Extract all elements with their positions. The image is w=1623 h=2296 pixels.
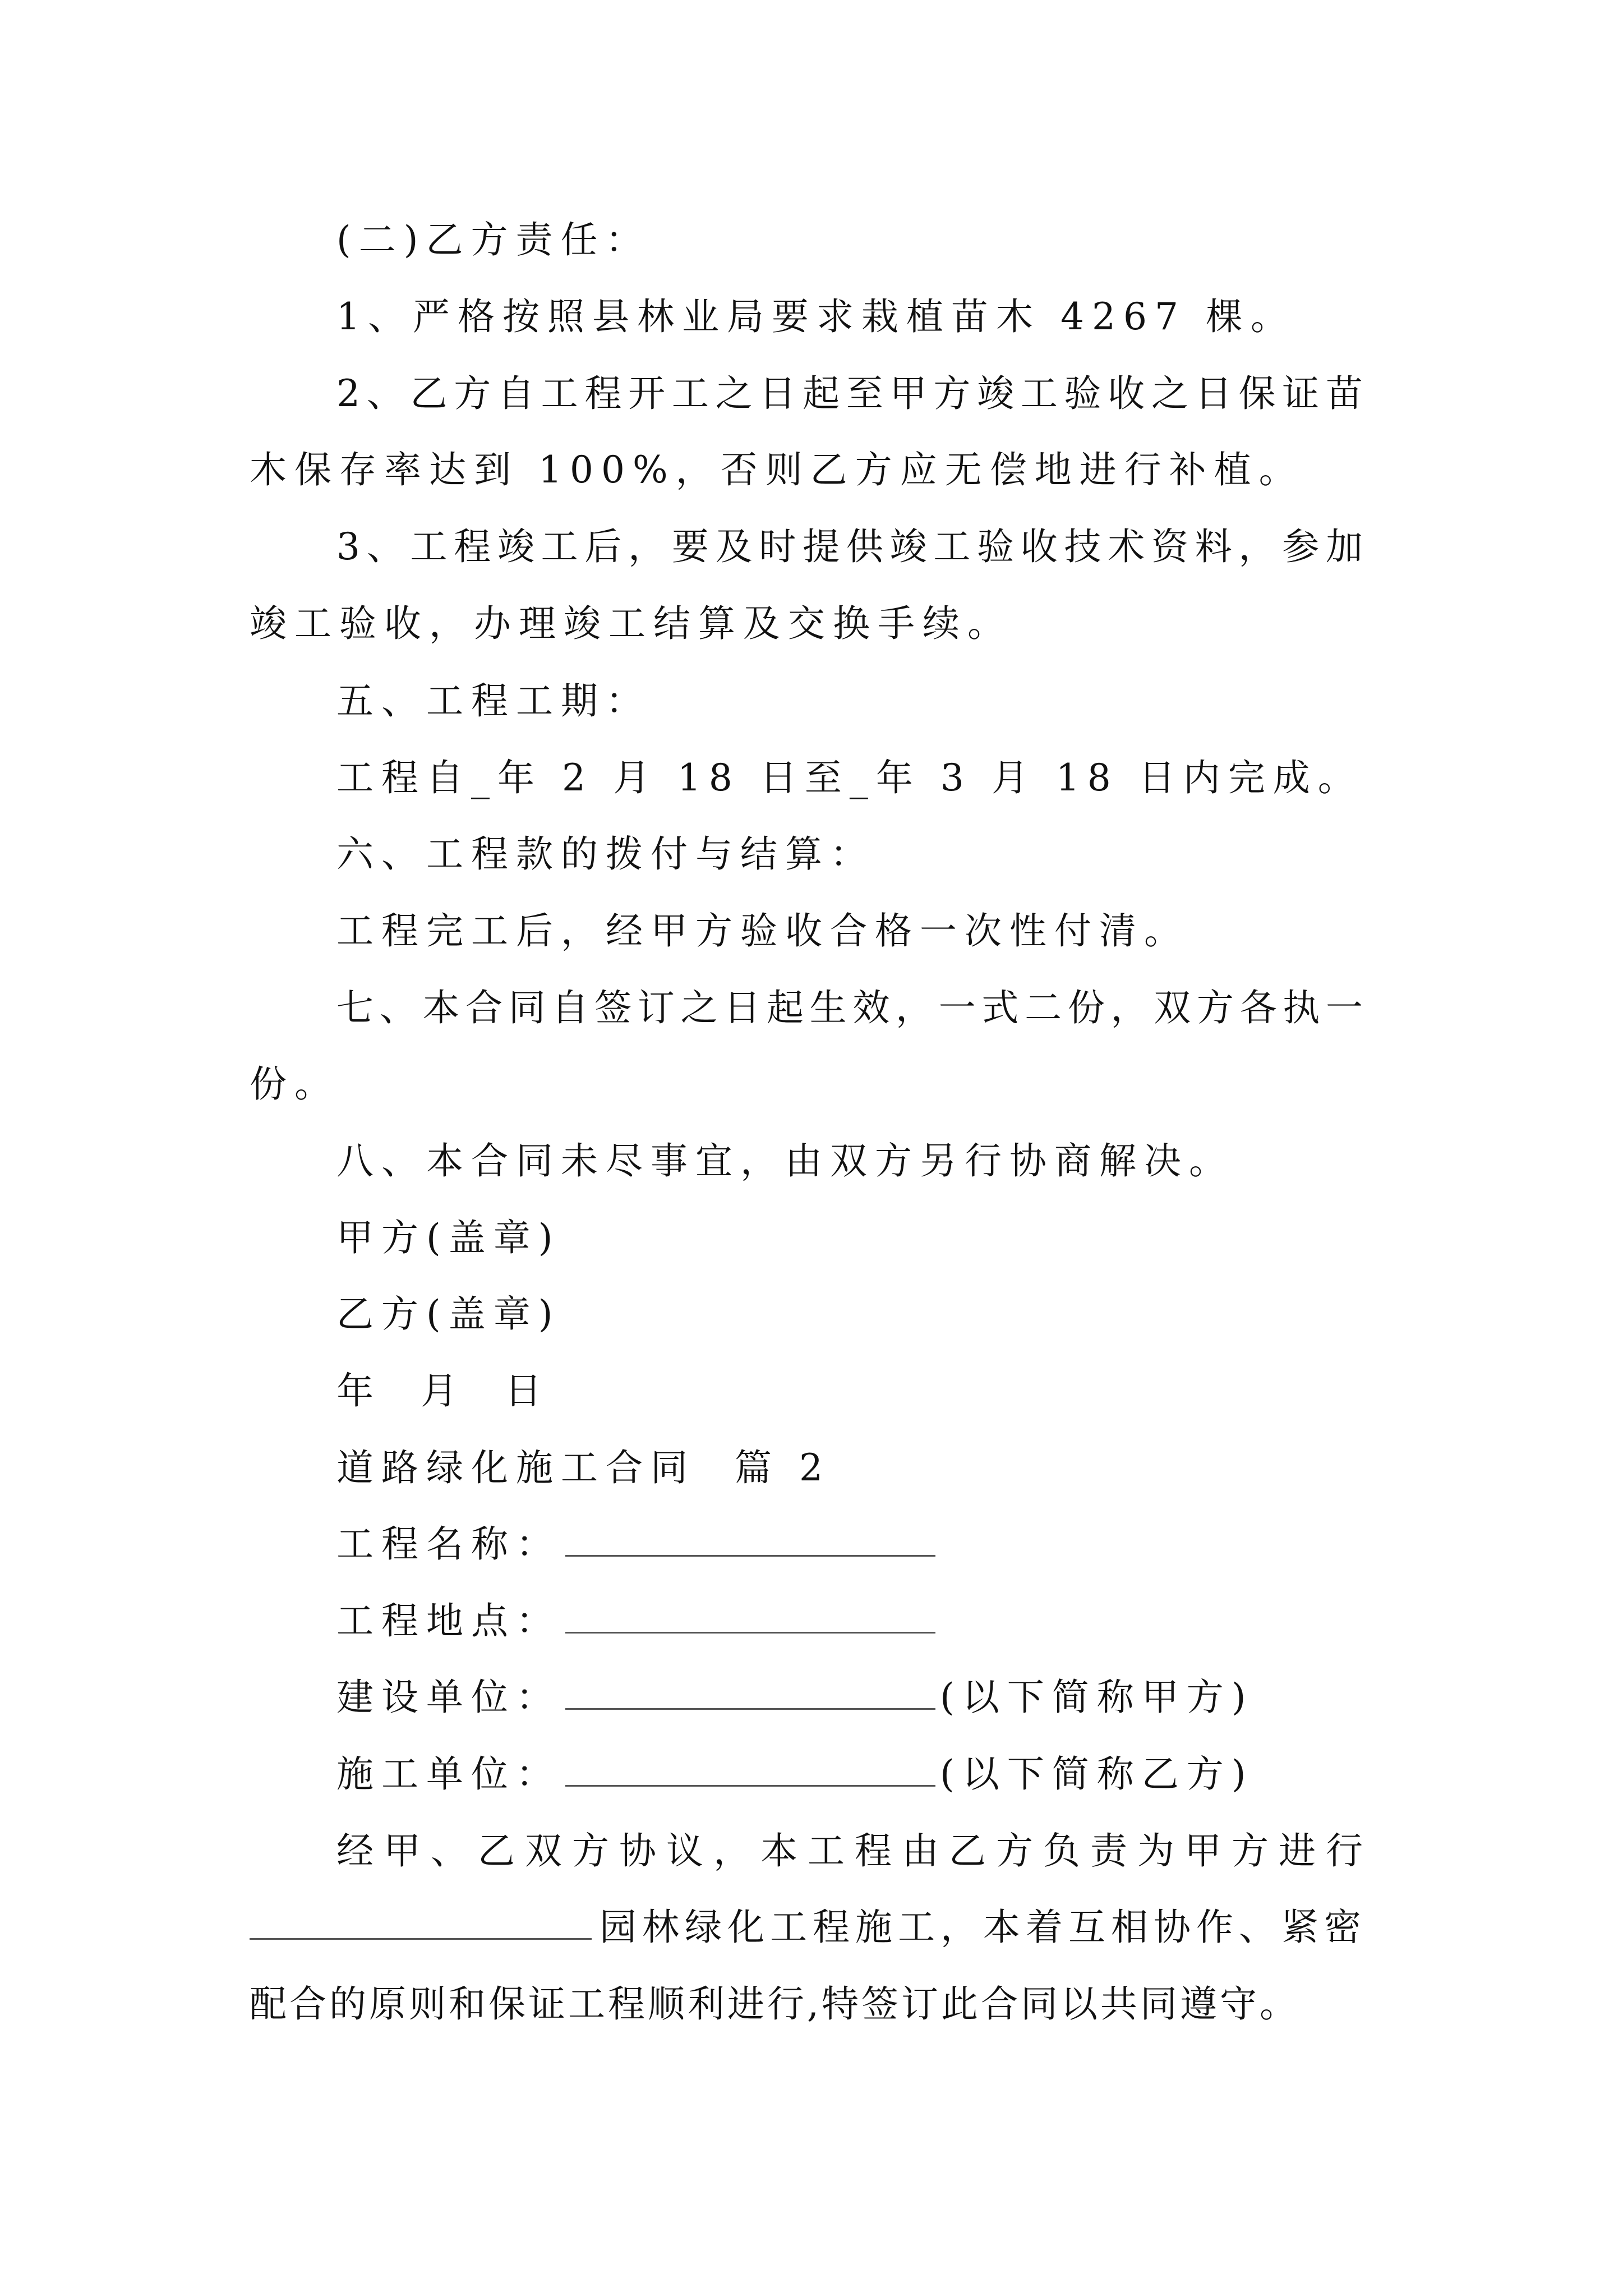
section-heading: 五、工程工期： (336, 679, 651, 723)
paragraph-line: 竣工验收，办理竣工结算及交换手续。 (250, 602, 1012, 645)
paragraph-line: 工程自_年 2 月 18 日至_年 3 月 18 日内完成。 (336, 756, 1363, 799)
section-heading: 六、工程款的拨付与结算： (336, 832, 875, 876)
contractor-suffix: (以下简称乙方) (940, 1752, 1254, 1796)
paragraph-line: 2、乙方自工程开工之日起至甲方竣工验收之日保证苗 (336, 372, 1368, 415)
contractor-label: 施工单位： (336, 1752, 561, 1796)
closing-line-3: 配合的原则和保证工程顺利进行,特签订此合同以共同遵守。 (250, 1982, 1299, 2026)
builder-blank[interactable] (565, 1677, 935, 1710)
date-line: 年 月 日 (336, 1369, 550, 1412)
project-name-blank[interactable] (565, 1524, 935, 1557)
party-b-seal-line: 乙方(盖章) (336, 1292, 561, 1336)
project-site-blank[interactable] (565, 1600, 935, 1634)
paragraph-line: 份。 (250, 1062, 339, 1106)
builder-label: 建设单位： (336, 1676, 561, 1719)
work-name-blank[interactable] (250, 1907, 592, 1940)
paragraph-line: 1、严格按照县林业局要求栽植苗木 4267 棵。 (336, 295, 1295, 338)
contract-title: 道路绿化施工合同 篇 2 (336, 1446, 831, 1489)
closing-line-2: 园林绿化工程施工，本着互相协作、紧密 (600, 1906, 1367, 1949)
closing-line-1: 经甲、乙双方协议，本工程由乙方负责为甲方进行 (336, 1829, 1368, 1872)
builder-suffix: (以下简称甲方) (940, 1676, 1254, 1719)
paragraph-line: 七、本合同自签订之日起生效，一式二份，双方各执一 (336, 986, 1368, 1029)
party-a-seal-line: 甲方(盖章) (336, 1216, 561, 1259)
contractor-blank[interactable] (565, 1754, 935, 1787)
project-site-row (336, 1599, 940, 1644)
builder-row (336, 1675, 1254, 1720)
paragraph-line: 八、本合同未尽事宜，由双方另行协商解决。 (336, 1139, 1234, 1182)
project-site-label: 工程地点： (336, 1599, 561, 1642)
section-heading: (二)乙方责任： (336, 218, 651, 261)
paragraph-line: 木保存率达到 100%，否则乙方应无偿地进行补植。 (250, 448, 1304, 491)
project-name-label: 工程名称： (336, 1522, 561, 1566)
closing-line-2-row (250, 1905, 1368, 1950)
project-name-row (336, 1522, 940, 1567)
contractor-row (336, 1752, 1254, 1797)
paragraph-line: 工程完工后，经甲方验收合格一次性付清。 (336, 909, 1189, 953)
paragraph-line: 3、工程竣工后，要及时提供竣工验收技术资料，参加 (336, 525, 1368, 568)
